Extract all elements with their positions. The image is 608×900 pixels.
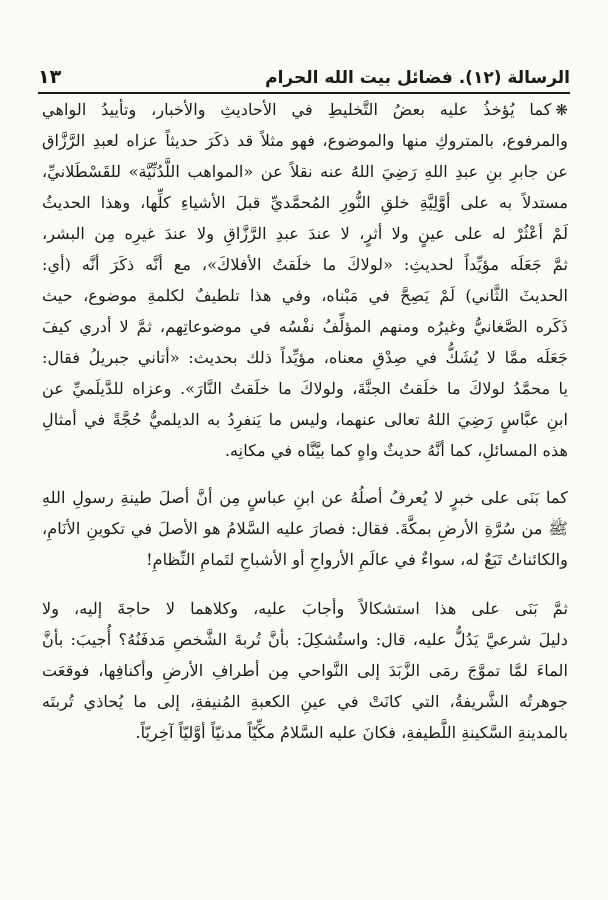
body-text [42,94,568,748]
text-line: ﷺ من سُرَّةِ الأرضِ بمكَّةَ. فقال: فصارَ عليه السَّلامُ هو الأصلَ في تكوينِ الأنَامِ، [42,519,568,538]
text-line: هذه المسائلِ، كما أنَّهُ حديثٌ واهٍ كما بيَّنَّاه في مكانِه. [224,441,568,460]
asterism-icon: ❋ [555,101,568,119]
text-line: والمرفوع، بالمتروكِ منها والموضوع، فهو مثلاً قد ذكَرَ حديثاً عزاه لعبدِ الرَّزَّاق [42,131,568,150]
text-line: عن جابرِ بنِ عبدِ اللهِ رَضِيَ اللهُ عنه نقلاً عن «المواهب اللَّدُنِّيَّة» للقَسْطَلانيِّ، [42,162,568,181]
paragraph-spacer [42,575,568,593]
text-line: ❋كما يُؤخذُ عليه بعضُ التَّخليطِ في الأحاديثِ والأخبار، وتأييدُ الواهي [42,94,568,125]
text-line: كما بَنَى على خبرٍ لا يُعرفُ أصلُهُ عن ابنِ عباسٍ مِن أنَّ أصلَ طينةِ رسولِ اللهِ [42,488,568,507]
text-line: بالمدينةِ السَّكينةِ اللَّطيفةِ، فكانَ عليه السَّلامُ مكِّيّاً مدنيّاً أوَّليّاً آخِريّاً. [135,723,568,742]
text-line: الحديثَ الثَّاني) لَمْ يَصِحَّ في مَبْناه، وفي هذا تلطيفٌ لكلمةِ موضوع، حيث [42,286,568,305]
running-header [38,52,570,88]
page-number: ١٣ [38,66,62,88]
text-line: ذَكَره الصَّغانيُّ وغيرُه ومنهم المؤلِّفُ نفْسُه في موضوعاتِهم، ثمَّ لا أدري كيفَ [42,317,568,336]
paragraph-3 [42,593,568,748]
text-line: والكائناتُ تَبَعٌ له، سواءٌ في عالَمِ الأرواحِ أو الأشباحِ لتَمامِ النِّظامِ! [146,550,568,569]
running-title: الرسالة (١٢). فضائل بيت الله الحرام [265,68,570,88]
text-line: ثمَّ جَعَلَه مؤيِّداً لحديثِ: «لولاكَ ما خلَقتُ الأفلاكَ»، مع أنَّه ذكَرَ أنَّه (أي: [42,255,568,274]
text-line: يا محمَّدُ لولاكَ ما خلَقتُ الجنَّةَ، ولولاكَ ما خلَقتُ النَّارَ». وعزاه للدَّيلَميِّ عن [42,379,568,398]
text-line: دليلَ شرعيَّ يَدُلُّ عليه، قال: واستُشكِلَ: بأنَّ تُربةَ الشَّخصِ مَدفَنُهُ؟ أُجيبَ: بأنَّ [42,630,568,649]
paragraph-1 [42,94,568,466]
text-line: لَمْ أعْثُرْ له على عينٍ ولا أثرٍ، لا عندَ عبدِ الرَّزَّاقِ ولا عندَ غيرِه مِن البشر، [42,224,568,243]
text-line: ثمَّ بَنَى على هذا استشكالاً وأجابَ عليه، وكلاهما لا حاجةَ إليه، ولا [42,599,568,618]
text-line: جوهرتُه الشَّريفةُ، التي كانَتْ في عينِ الكعبةِ المُنيفةِ، إلى ما يُحاذي تُربتَه [42,692,568,711]
paragraph-2 [42,482,568,575]
text-line: الماءَ لمَّا تموَّجَ رمَى الزَّبَدَ إلى النَّواحي مِن أطرافِ الأرضِ وأكنافِها، فوقعَت [42,661,568,680]
text-line: ابنِ عبَّاسٍ رَضِيَ اللهُ تعالى عنهما، وليس ما يَنفرِدُ به الديلميُّ حُجَّةً في أمثالِ [42,410,568,429]
text-line: جَعَلَه ممَّا لا يُشَكُّ في صِدْقِ معناه، مؤيِّداً ذلك بحديث: «أتاني جبريلُ فقال: [42,348,568,367]
paragraph-spacer [42,466,568,482]
text-line: مستدلاً به على أوَّلِيَّةِ خلقِ النُّورِ المُحمَّديِّ قبلَ الأشياءِ كلِّها، وهذا الحديثُ [42,193,568,212]
